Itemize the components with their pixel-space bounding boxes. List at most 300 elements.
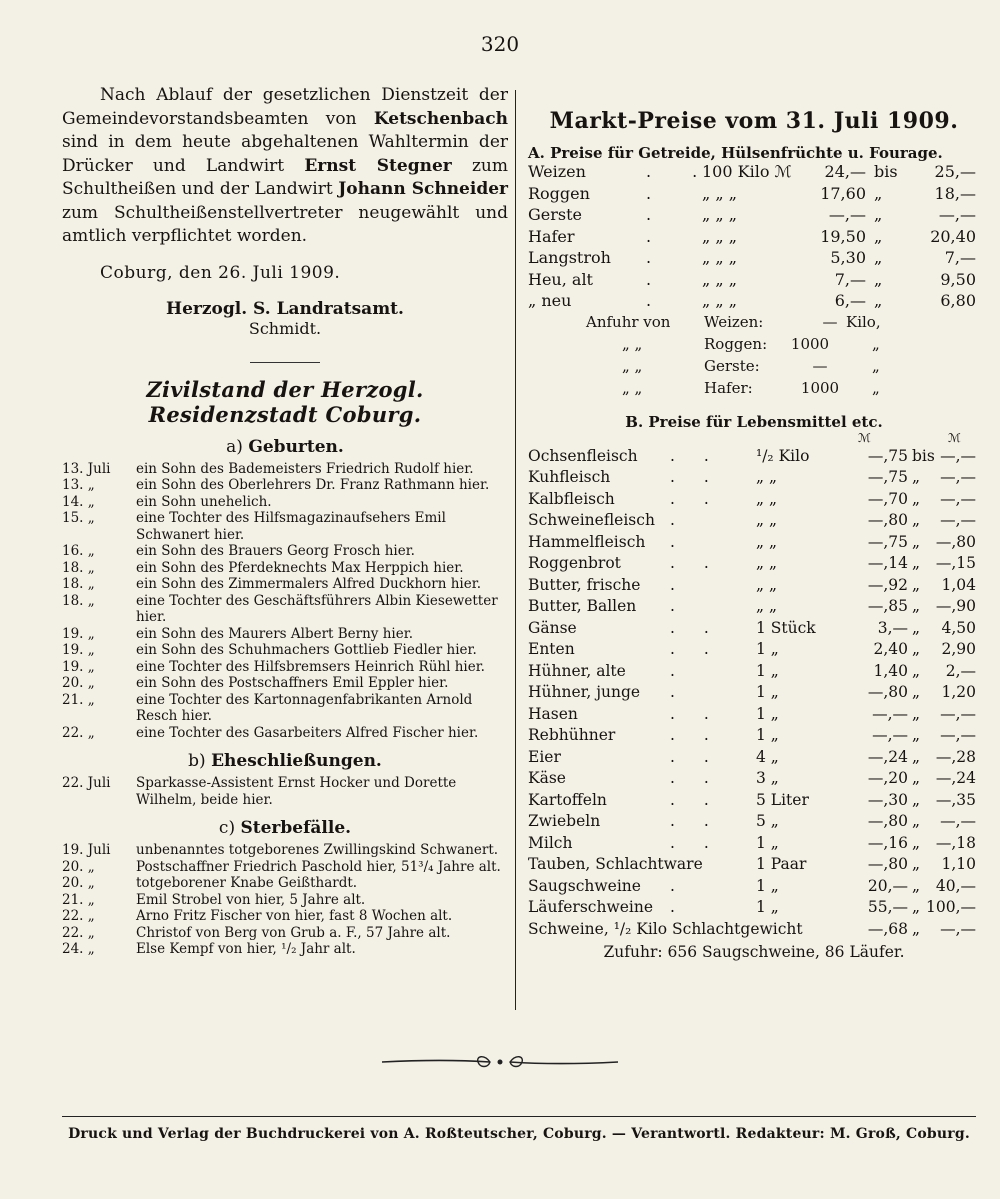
item-name: Roggen [528,183,590,203]
supply-unit: „ [872,334,880,353]
entry-text: ein Sohn des Maurers Albert Berny hier. [136,625,413,642]
item-name: Butter, frische [528,575,641,594]
item-name: Milch [528,833,573,852]
supply-label: Anfuhr von [586,312,671,331]
table-row [528,662,980,684]
entry-text: ein Sohn des Brauers Georg Frosch hier. [136,543,415,559]
supply-table [528,313,980,401]
table-row [528,640,980,662]
item-unit: 1 „ [756,683,779,701]
price-low: —,14 [867,554,908,572]
ornament-divider-icon [380,1050,620,1074]
price-high: —,— [940,812,976,830]
item-name: Hasen [528,704,578,723]
food-price-table [528,447,980,942]
list-item [62,941,508,958]
price-separator: „ [912,833,921,852]
supply-label: „ „ [622,378,643,397]
supply-unit: „ [872,378,880,397]
item-unit: „ „ „ [702,248,738,267]
entry-date: 18. „ [62,576,95,592]
births-heading [62,437,508,457]
table-row [528,877,980,899]
list-item [62,775,508,808]
price-low: 19,50 [820,226,866,246]
price-low: —,75 [867,446,908,465]
leader-dots: . [646,269,670,289]
list-item [62,875,508,892]
item-unit: „ „ „ [702,291,738,310]
notice-name: Ernst Stegner [304,155,452,176]
price-high: 1,10 [941,855,976,873]
table-row [528,812,980,834]
table-row [528,705,980,727]
table-row [528,227,980,249]
leader-dots: . . [670,640,721,658]
table-row [528,683,980,705]
price-separator: „ [912,769,921,787]
price-low: 24,— [824,162,866,181]
election-notice [62,84,508,249]
item-unit: 4 „ [756,747,779,766]
item-name: Schweinefleisch [528,511,655,529]
price-separator: „ [874,248,883,267]
market-title: Markt-Preise vom 31. Juli 1909. [549,108,959,134]
item-name: Ochsenfleisch [528,446,638,465]
table-row [528,855,980,877]
page-number: 320 [480,32,520,56]
item-unit: „ „ [756,597,777,615]
leader-dots: . . [670,833,721,852]
table-row [528,834,980,856]
list-item [62,659,508,676]
price-low: —,80 [867,683,908,701]
supply-unit: Kilo, [846,312,881,331]
price-separator: „ [912,919,921,938]
table-row [528,184,980,206]
price-low: 7,— [834,269,866,289]
item-unit: 3 „ [756,769,779,787]
item-unit: „ „ [756,511,777,529]
list-item [62,842,508,859]
item-unit: „ „ „ [702,205,738,224]
price-separator: „ [912,511,921,529]
price-separator: „ [912,489,921,508]
entry-date: 19. Juli [62,842,111,858]
item-unit: 1 „ [756,726,779,744]
supply-total: Zufuhr: 656 Saugschweine, 86 Läufer. [603,943,905,961]
footer-rule [62,1116,976,1117]
supply-amount: 1000 [800,378,840,397]
leader-dots: . [670,898,687,916]
item-name: Weizen [528,162,586,181]
entry-text: ein Sohn des Zimmermalers Alfred Duckhorn hier. [136,576,481,592]
price-low: —,80 [867,812,908,830]
price-high: —,— [940,704,976,723]
price-separator: „ [874,183,883,203]
imprint-line: Druck und Verlag der Buchdruckerei von A. Roßteutscher, Coburg. — Verantwortl. Redakteur: M. Groß, Coburg. [68,1126,970,1142]
table-row [528,447,980,469]
supply-amount: 1000 [790,334,830,353]
item-name: „ neu [528,291,572,310]
entry-text: Sparkasse-Assistent Ernst Hocker und Dorette Wilhelm, beide hier. [136,775,457,808]
item-name: Kuhfleisch [528,468,611,486]
price-low: 1,40 [873,661,908,680]
notice-text: zum Schultheißen und der Landwirt [62,155,508,199]
price-high: —,35 [935,790,976,809]
entry-date: 16. „ [62,543,95,559]
item-name: Rebhühner [528,726,616,744]
price-high: —,— [940,468,976,486]
price-separator: „ [912,554,921,572]
entry-text: Else Kempf von hier, ¹/₂ Jahr alt. [136,941,356,957]
notice-text: zum Schultheißenstellvertreter neugewählt und amtlich verpflichtet worden. [62,202,508,246]
price-high: 18,— [934,183,976,203]
item-unit: 1 „ [756,640,779,658]
price-high: —,— [940,726,976,744]
item-name: Gerste [528,205,583,224]
item-name: Butter, Ballen [528,597,637,615]
list-item [62,477,508,494]
leader-dots: . [646,291,670,310]
table-row [528,791,980,813]
price-separator: „ [912,876,921,895]
price-high: —,90 [935,597,976,615]
notice-signer: Schmidt. [248,318,322,338]
table-row [528,726,980,748]
entry-date: 20. „ [62,875,95,891]
section-a-heading: A. Preise für Getreide, Hülsenfrüchte u. Fourage. [528,144,943,162]
currency-marks [528,431,980,447]
entry-date: 24. „ [62,941,95,957]
price-high: —,— [938,205,976,224]
entry-text: Arno Fritz Fischer von hier, fast 8 Wochen alt. [136,908,453,924]
table-row [528,576,980,598]
item-name: Eier [528,747,561,766]
price-high: 1,20 [941,683,976,701]
price-separator: „ [912,898,921,916]
price-separator: bis [912,446,935,465]
price-low: —,75 [867,468,908,486]
price-high: 2,90 [941,640,976,658]
price-separator: „ [912,532,921,551]
table-row [528,205,980,227]
item-name: Gänse [528,618,577,637]
price-separator: „ [874,205,883,224]
price-low: 2,40 [873,640,908,658]
list-item [62,675,508,692]
table-row [528,769,980,791]
entry-date: 13. „ [62,477,95,493]
notice-office: Herzogl. S. Landratsamt. [166,298,404,319]
price-low: —,92 [867,575,908,594]
entry-date: 20. „ [62,675,95,691]
list-item [62,925,508,942]
leader-dots: . . [646,162,716,181]
item-unit: 100 Kilo ℳ [702,162,792,181]
price-separator: „ [874,291,883,310]
price-low: —,— [828,205,866,224]
section-b-heading: B. Preise für Lebensmittel etc. [625,412,883,431]
table-row [528,490,980,512]
item-name: Enten [528,640,575,658]
leader-dots: . [646,183,670,203]
price-high: —,28 [935,747,976,766]
item-unit: „ „ „ [702,183,738,203]
leader-dots: . . [670,747,721,766]
price-low: 55,— [867,898,908,916]
item-unit: 1 Stück [756,618,816,637]
table-row [528,335,980,357]
item-name: Zwiebeln [528,812,601,830]
leader-dots: . [670,683,687,701]
left-column [62,84,508,958]
price-high: 40,— [935,876,976,895]
leader-dots: . . [670,769,721,787]
entry-date: 22. „ [62,908,95,924]
price-separator: „ [912,747,921,766]
supply-unit: „ [872,356,880,375]
leader-dots: . . [670,489,721,508]
leader-dots: . . [670,446,721,465]
entry-text: eine Tochter des Kartonnagenfabrikanten Arnold Resch hier. [136,691,473,724]
currency-mark: ℳ [858,430,871,445]
heading-prefix: b) [188,751,206,771]
leader-dots: . [670,661,687,680]
item-unit: ¹/₂ Kilo [756,446,810,465]
supply-item: Roggen: [704,334,768,353]
price-high: —,80 [935,532,976,551]
entry-date: 21. „ [62,691,95,708]
entry-date: 22. „ [62,924,95,941]
entry-date: 22. „ [62,724,95,741]
price-low: 6,— [834,291,866,310]
price-separator: bis [874,162,898,181]
table-row [528,357,980,379]
list-item [62,642,508,659]
item-unit: „ „ [756,468,777,486]
item-unit: „ „ [756,554,777,572]
price-low: 3,— [877,618,908,637]
price-separator: „ [874,226,883,246]
item-unit: 1 „ [756,704,779,723]
column-divider [515,90,516,1010]
list-item [62,576,508,593]
zivilstand-title: Zivilstand der Herzogl. Residenzstadt Coburg. [146,376,424,427]
price-high: 25,— [934,162,976,181]
item-name: Saugschweine [528,876,641,895]
price-low: —,— [872,704,908,723]
price-low: —,30 [867,790,908,809]
item-name: Hühner, alte [528,661,626,680]
table-row [528,468,980,490]
price-low: —,16 [867,833,908,852]
births-list [62,461,508,742]
price-high: 100,— [925,898,976,916]
notice-text: sind in dem heute abgehaltenen Wahltermin der Drücker und Landwirt [62,132,508,176]
leader-dots: . . [670,726,721,744]
entry-date: 18. „ [62,559,95,576]
leader-dots: . [670,532,687,551]
supply-label: „ „ [622,356,643,375]
price-separator: „ [912,468,921,486]
price-high: —,15 [935,554,976,572]
price-separator: „ [912,790,921,809]
entry-date: 21. „ [62,891,95,908]
item-unit: 1 „ [756,876,779,895]
leader-dots: . [670,511,687,529]
leader-dots: . [670,876,687,895]
entry-date: 18. „ [62,592,95,609]
price-separator: „ [912,597,921,615]
list-item [62,626,508,643]
price-high: 2,— [945,661,976,680]
heading-prefix: a) [226,436,243,457]
price-separator: „ [874,269,883,289]
leader-dots: . [646,226,670,246]
list-item [62,692,508,725]
price-high: —,— [940,511,976,529]
notice-name: Johann Schneider [338,179,508,199]
leader-dots: . . [670,812,721,830]
price-low: —,20 [867,769,908,787]
item-name: Läuferschweine [528,898,654,916]
leader-dots: . . [670,554,721,572]
notice-place: Ketschenbach [373,108,508,129]
heading-label: Eheschließungen. [211,751,382,771]
price-separator: „ [912,618,921,637]
list-item [62,593,508,626]
price-low: 20,— [867,876,908,895]
item-unit: 5 Liter [756,790,809,809]
item-unit: „ „ „ [702,226,738,246]
supply-item: Gerste: [704,356,760,375]
table-row [528,270,980,292]
price-low: 17,60 [820,183,866,203]
marriages-list [62,775,508,808]
item-name: Schweine, ¹/₂ Kilo Schlachtgewicht [528,919,803,938]
entry-date: 19. „ [62,625,95,642]
price-low: —,75 [867,532,908,551]
heading-label: Geburten. [248,436,344,457]
table-row [528,920,980,942]
deaths-list [62,842,508,958]
entry-text: ein Sohn des Postschaffners Emil Eppler hier. [136,675,449,691]
table-row [528,533,980,555]
list-item [62,560,508,577]
item-unit: 1 „ [756,661,779,680]
leader-dots: . . [670,468,721,486]
item-unit: „ „ [756,575,777,594]
table-row [528,511,980,533]
table-row [528,162,980,184]
item-name: Kartoffeln [528,790,607,809]
entry-text: ein Sohn des Bademeisters Friedrich Rudolf hier. [136,460,474,477]
entry-date: 19. „ [62,658,95,675]
item-unit: 1 „ [756,898,779,916]
list-item [62,543,508,560]
leader-dots: . [670,597,687,615]
entry-date: 13. Juli [62,460,111,477]
price-separator: „ [912,640,921,658]
item-name: Hafer [528,226,575,246]
price-high: —,18 [935,833,976,852]
item-unit: 5 „ [756,812,779,830]
supply-label: „ „ [622,334,643,353]
price-high: —,— [940,919,976,938]
price-separator: „ [912,704,921,723]
table-row [528,313,980,335]
entry-date: 15. „ [62,510,95,526]
table-row [528,379,980,401]
list-item [62,494,508,511]
entry-text: eine Tochter des Hilfsbremsers Heinrich Rühl hier. [136,658,485,675]
marriages-heading [62,751,508,771]
entry-text: ein Sohn des Schuhmachers Gottlieb Fiedler hier. [136,642,477,658]
leader-dots: . . [670,618,721,637]
notice-text: Nach Ablauf der gesetzlichen Dienstzeit der Gemeindevorstandsbeamten von [62,85,508,129]
entry-date: 20. „ [62,858,95,875]
table-row [528,597,980,619]
item-name: Kalbfleisch [528,489,615,508]
entry-date: 22. Juli [62,775,111,791]
entry-text: eine Tochter des Hilfsmagazinaufsehers Emil Schwanert hier. [136,510,446,543]
right-column [528,108,980,961]
entry-date: 14. „ [62,493,95,510]
table-row [528,748,980,770]
entry-text: unbenanntes totgeborenes Zwillingskind Schwanert. [136,842,499,858]
entry-text: Postschaffner Friedrich Paschold hier, 51³/₄ Jahre alt. [136,858,501,875]
price-high: 1,04 [941,575,976,594]
supply-amount: — [822,312,838,331]
list-item [62,859,508,876]
section-divider [250,362,320,363]
item-name: Käse [528,769,566,787]
leader-dots: . . [670,790,721,809]
heading-label: Sterbefälle. [240,818,352,838]
entry-text: ein Sohn des Pferdeknechts Max Herppich hier. [136,559,464,576]
entry-text: Emil Strobel von hier, 5 Jahre alt. [136,891,366,908]
entry-text: eine Tochter des Geschäftsführers Albin Kiesewetter hier. [136,592,498,625]
entry-text: ein Sohn des Oberlehrers Dr. Franz Rathmann hier. [136,477,490,493]
price-high: —,— [940,446,976,465]
price-separator: „ [912,855,921,873]
item-unit: „ „ „ [702,269,738,289]
price-low: —,68 [867,919,908,938]
grain-price-table [528,162,980,313]
notice-dateline: Coburg, den 26. Juli 1909. [100,262,341,283]
price-high: 4,50 [941,618,976,637]
leader-dots: . [646,248,670,267]
price-low: —,85 [867,597,908,615]
item-name: Tauben, Schlachtware [528,855,703,873]
price-separator: „ [912,661,921,680]
list-item [62,908,508,925]
price-low: —,80 [867,511,908,529]
heading-prefix: c) [218,818,236,838]
price-low: —,70 [867,489,908,508]
table-row [528,248,980,270]
supply-item: Hafer: [704,378,753,397]
leader-dots: . [646,205,670,224]
table-row [528,554,980,576]
item-unit: „ „ [756,532,777,551]
list-item [62,461,508,478]
price-separator: „ [912,575,921,594]
item-unit: 1 Paar [756,855,807,873]
price-separator: „ [912,726,921,744]
list-item [62,725,508,742]
